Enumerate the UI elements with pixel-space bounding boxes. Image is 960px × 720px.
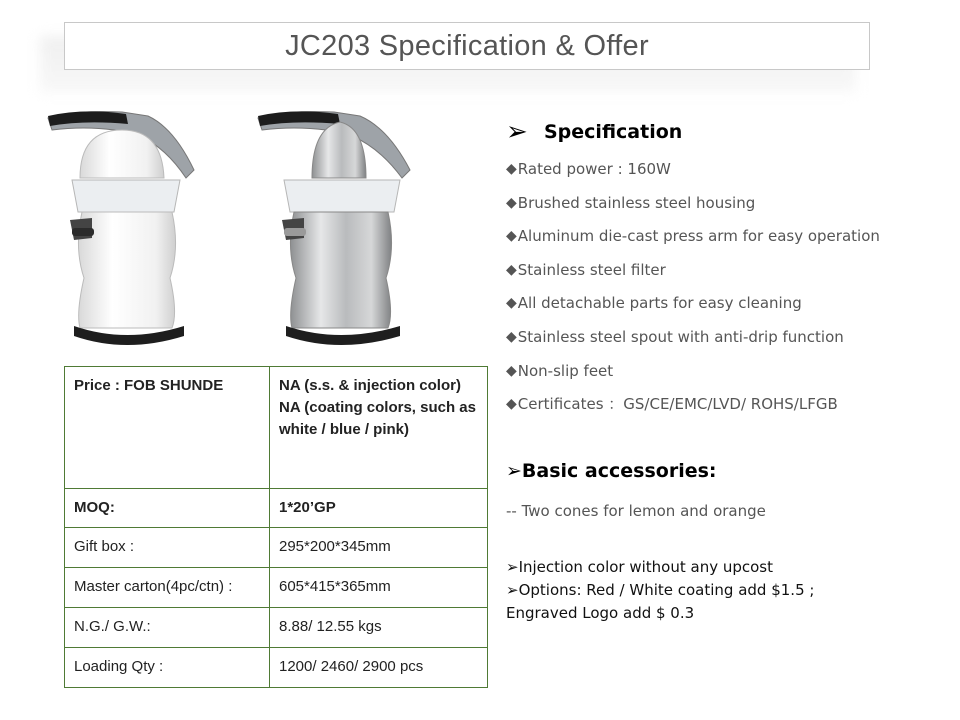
spec-item-text: Rated power : 160W — [517, 160, 671, 178]
price-value-line: NA (s.s. & injection color) — [279, 377, 461, 394]
list-item — [506, 223, 946, 257]
diamond-bullet-icon: ◆ — [506, 362, 517, 379]
note-line: Engraved Logo add $ 0.3 — [506, 604, 695, 622]
gift-box-value: 295*200*345mm — [270, 528, 488, 568]
title-box — [64, 22, 870, 70]
spec-item-text: Non-slip feet — [517, 361, 614, 380]
weight-label: N.G./ G.W.: — [65, 608, 270, 648]
price-value-line: NA (coating colors, such as white / blue / pink) — [279, 399, 476, 438]
price-value — [270, 367, 488, 489]
spec-item-text: Certificates ：GS/CE/EMC/LVD/ ROHS/LFGB — [517, 395, 838, 414]
white-juicer-image — [44, 108, 204, 358]
arrow-bullet-icon: ➢ — [506, 117, 528, 147]
specification-heading: Specification — [544, 121, 683, 143]
note-text: Options: Red / White coating add $1.5 ; — [518, 581, 815, 599]
stainless-juicer-image — [254, 108, 424, 358]
diamond-bullet-icon: ◆ — [506, 194, 517, 211]
gift-box-label: Gift box : — [65, 528, 270, 568]
loading-qty-value: 1200/ 2460/ 2900 pcs — [270, 648, 488, 688]
diamond-bullet-icon: ◆ — [506, 328, 517, 345]
specification-header — [506, 112, 946, 152]
specification-list — [506, 156, 946, 425]
page-title: JC203 Specification & Offer — [285, 29, 649, 62]
master-carton-label: Master carton(4pc/ctn) : — [65, 568, 270, 608]
table-row — [65, 489, 488, 528]
arrow-bullet-icon: ➢ — [506, 581, 519, 599]
spec-item-text: Stainless steel filter — [517, 260, 666, 279]
diamond-bullet-icon: ◆ — [506, 261, 517, 278]
table-row — [65, 367, 488, 489]
spec-item-text: Aluminum die-cast press arm for easy operation — [517, 227, 880, 246]
specification-section — [506, 112, 946, 425]
list-item — [506, 391, 946, 425]
master-carton-value: 605*415*365mm — [270, 568, 488, 608]
note-text: Injection color without any upcost — [518, 558, 774, 576]
moq-label: MOQ: — [65, 489, 270, 528]
price-label: Price : FOB SHUNDE — [65, 367, 270, 489]
arrow-bullet-icon: ➢ — [506, 558, 519, 576]
list-item — [506, 190, 946, 224]
offer-table — [64, 366, 488, 688]
list-item — [506, 290, 946, 324]
note-line — [506, 579, 906, 602]
table-row — [65, 528, 488, 568]
offer-notes — [506, 556, 906, 625]
list-item — [506, 358, 946, 392]
accessories-heading — [506, 460, 717, 482]
table-row — [65, 608, 488, 648]
spec-item-text: All detachable parts for easy cleaning — [517, 294, 802, 313]
accessories-line: -- Two cones for lemon and orange — [506, 502, 766, 520]
weight-value: 8.88/ 12.55 kgs — [270, 608, 488, 648]
list-item — [506, 324, 946, 358]
table-row — [65, 648, 488, 688]
diamond-bullet-icon: ◆ — [506, 396, 517, 413]
diamond-bullet-icon: ◆ — [506, 228, 517, 245]
table-row — [65, 568, 488, 608]
note-line — [506, 556, 906, 579]
diamond-bullet-icon: ◆ — [506, 161, 517, 177]
accessories-heading-text: Basic accessories: — [521, 460, 717, 482]
spec-item-text: Stainless steel spout with anti-drip function — [517, 327, 844, 346]
list-item — [506, 257, 946, 291]
arrow-bullet-icon: ➢ — [506, 460, 522, 482]
moq-value: 1*20’GP — [270, 489, 488, 528]
diamond-bullet-icon: ◆ — [506, 295, 517, 312]
loading-qty-label: Loading Qty : — [65, 648, 270, 688]
list-item — [506, 156, 946, 190]
spec-item-text: Brushed stainless steel housing — [517, 193, 756, 212]
